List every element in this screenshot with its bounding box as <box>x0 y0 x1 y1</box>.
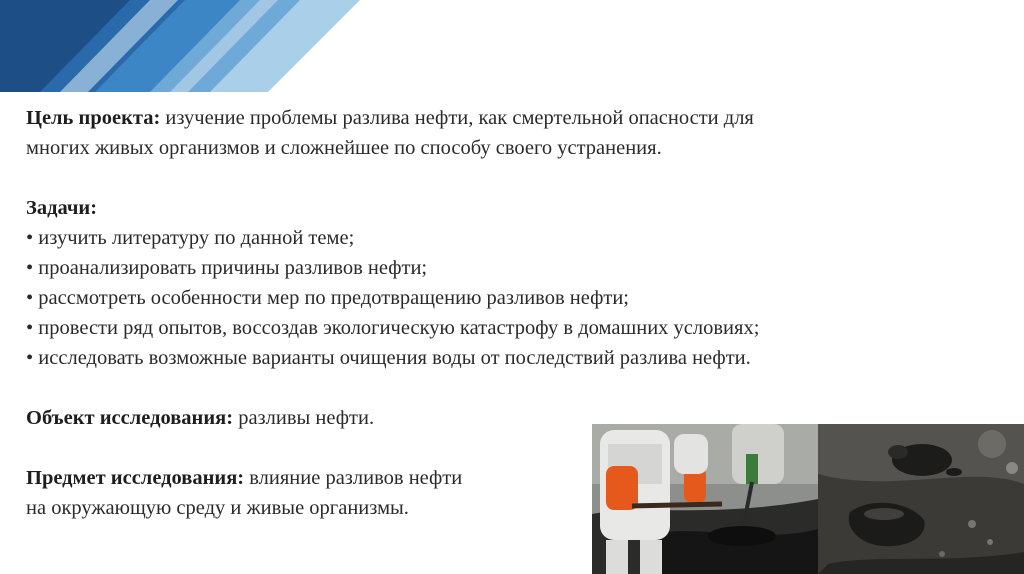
object-label: Объект исследования: <box>26 407 234 429</box>
goal-paragraph <box>26 103 986 133</box>
subject-text-line2: на окружающую среду и живые организмы. <box>26 497 409 519</box>
corner-decoration <box>0 0 360 92</box>
photo-strip <box>592 424 1024 574</box>
task-item: • проанализировать причины разливов нефти; <box>26 257 428 279</box>
goal-label: Цель проекта: <box>26 107 161 129</box>
goal-text-line1: изучение проблемы разлива нефти, как смертельной опасности для <box>165 107 754 129</box>
object-text: разливы нефти. <box>238 407 375 429</box>
oiled-turtle-photo <box>818 424 1024 574</box>
task-item: • изучить литературу по данной теме; <box>26 227 355 249</box>
tasks-label: Задачи: <box>26 197 98 219</box>
task-item: • рассмотреть особенности мер по предотвращению разливов нефти; <box>26 287 629 309</box>
task-item: • исследовать возможные варианты очищения воды от последствий разлива нефти. <box>26 347 751 369</box>
subject-label: Предмет исследования: <box>26 467 245 489</box>
task-item: • провести ряд опытов, воссоздав экологическую катастрофу в домашних условиях; <box>26 317 760 339</box>
subject-text-line1: влияние разливов нефти <box>249 467 463 489</box>
worker-cleaning-oil-photo <box>592 424 818 574</box>
goal-text-line2: многих живых организмов и сложнейшее по способу своего устранения. <box>26 137 662 159</box>
